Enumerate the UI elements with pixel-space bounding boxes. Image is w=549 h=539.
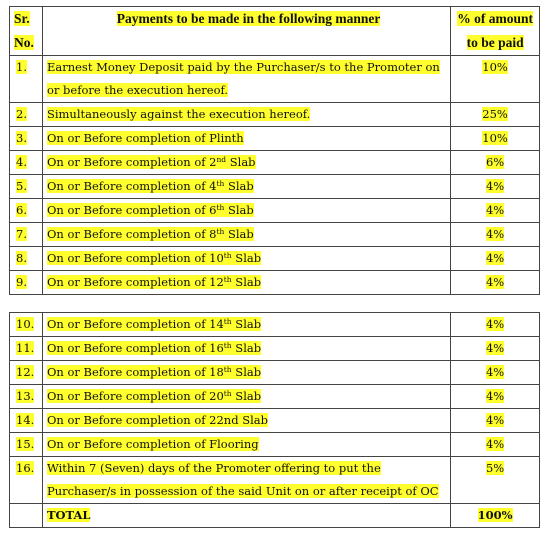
sr-cell: [10, 247, 43, 270]
percent-value: 10%: [482, 131, 508, 145]
total-label: TOTAL: [46, 508, 91, 522]
percent-header: [451, 7, 540, 55]
total-row: [9, 504, 540, 528]
description-text: [47, 251, 261, 265]
sr-number: 12.: [16, 365, 35, 379]
sr-number: 2.: [16, 107, 27, 121]
sr-number: 15.: [16, 437, 35, 451]
description-tail: Slab: [231, 275, 262, 289]
pct-header-line1: % of amount: [457, 11, 533, 26]
percent-value: 4%: [485, 227, 505, 241]
description-text: On or Before completion of Flooring: [46, 437, 259, 451]
description-cell: [43, 56, 451, 102]
description-cell: [43, 361, 451, 384]
percent-value: 6%: [485, 155, 505, 169]
sr-cell: [10, 151, 43, 174]
total-label-cell: [43, 504, 451, 527]
sr-cell: [10, 127, 43, 150]
description-main: On or Before completion of 8: [46, 227, 217, 241]
sr-number: 13.: [16, 389, 35, 403]
ordinal-suffix: th: [223, 365, 232, 374]
description-cell: [43, 223, 451, 246]
sr-cell: [10, 56, 43, 102]
sr-cell: [10, 457, 43, 503]
percent-cell: [451, 175, 540, 198]
table-row: [9, 457, 540, 504]
description-tail: Slab: [224, 179, 254, 193]
description-main: On or Before completion of 10: [46, 251, 224, 265]
description-text: [47, 275, 261, 289]
description-main: On or Before completion of 18: [46, 365, 224, 379]
sr-cell: [10, 361, 43, 384]
percent-cell: [451, 409, 540, 432]
description-tail: Slab: [226, 155, 256, 169]
description-line1: Within 7 (Seven) days of the Promoter offering to put the: [46, 461, 381, 475]
sr-number: 4.: [16, 155, 27, 169]
percent-cell: [451, 313, 540, 336]
ordinal-suffix: th: [223, 389, 232, 398]
percent-cell: [451, 151, 540, 174]
description-tail: Slab: [224, 227, 254, 241]
percent-value: 4%: [485, 275, 505, 289]
description-cell: [43, 103, 451, 126]
sr-number: 10.: [16, 317, 35, 331]
percent-value: 4%: [485, 389, 505, 403]
sr-number: 11.: [16, 341, 35, 355]
description-main: On or Before completion of 16: [46, 341, 224, 355]
percent-cell: [451, 223, 540, 246]
sr-cell: [10, 433, 43, 456]
ordinal-suffix: th: [223, 341, 232, 350]
description-text: [47, 203, 254, 217]
table-row: [9, 433, 540, 457]
description-main: On or Before completion of 6: [46, 203, 217, 217]
sr-cell: [10, 103, 43, 126]
description-text: [47, 365, 261, 379]
percent-cell: [451, 457, 540, 503]
description-main: On or Before completion of 20: [46, 389, 224, 403]
description-tail: Slab: [231, 389, 262, 403]
percent-value: 10%: [482, 60, 508, 74]
description-cell: [43, 151, 451, 174]
description-main: On or Before completion of 14: [46, 317, 224, 331]
description-cell: [43, 457, 451, 503]
sr-cell: [10, 337, 43, 360]
description-text: [47, 317, 261, 331]
description-tail: Slab: [224, 203, 254, 217]
ordinal-suffix: th: [223, 317, 232, 326]
description-cell: [43, 175, 451, 198]
sr-cell: [10, 409, 43, 432]
percent-cell: [451, 56, 540, 102]
percent-value: 4%: [485, 203, 505, 217]
description-main: On or Before completion of 4: [46, 179, 217, 193]
sr-number: 1.: [16, 60, 27, 74]
sr-header-line2: No.: [14, 35, 34, 50]
description-tail: Slab: [231, 365, 262, 379]
payments-header: [43, 7, 451, 55]
sr-number: 8.: [16, 251, 27, 265]
ordinal-suffix: th: [216, 227, 225, 236]
description-line2: Purchaser/s in possession of the said Unit on or after receipt of OC: [46, 484, 439, 498]
description-text: [47, 179, 254, 193]
sr-cell: [10, 175, 43, 198]
description-cell: [43, 271, 451, 294]
table-row: [9, 409, 540, 433]
description-main: On or Before completion of 2: [46, 155, 217, 169]
percent-cell: [451, 271, 540, 294]
percent-cell: [451, 385, 540, 408]
payment-schedule-table-part2: [9, 312, 540, 528]
table-row: [9, 247, 540, 271]
ordinal-suffix: th: [216, 203, 225, 212]
sr-cell: [10, 199, 43, 222]
percent-value: 4%: [485, 413, 505, 427]
percent-value: 4%: [485, 317, 505, 331]
percent-value: 4%: [485, 251, 505, 265]
description-cell: [43, 433, 451, 456]
table-row: [9, 337, 540, 361]
sr-number: 9.: [16, 275, 27, 289]
sr-header-line1: Sr.: [14, 11, 30, 26]
description-cell: [43, 127, 451, 150]
description-tail: Slab: [231, 341, 262, 355]
percent-value: 4%: [485, 179, 505, 193]
description-line1: Earnest Money Deposit paid by the Purchaser/s to the Promoter on: [46, 60, 440, 74]
description-cell: [43, 385, 451, 408]
total-percent: 100%: [477, 508, 513, 522]
sr-number: 6.: [16, 203, 27, 217]
sr-number: 5.: [16, 179, 27, 193]
description-line2: or before the execution hereof.: [46, 83, 228, 97]
percent-cell: [451, 337, 540, 360]
percent-cell: [451, 103, 540, 126]
description-cell: [43, 313, 451, 336]
percent-value: 4%: [485, 437, 505, 451]
table-row: [9, 127, 540, 151]
description-text: [47, 341, 261, 355]
description-text: [47, 155, 256, 169]
percent-cell: [451, 247, 540, 270]
table-row: [9, 223, 540, 247]
table-row: [9, 313, 540, 337]
description-main: On or Before completion of 12: [46, 275, 224, 289]
description-text: Simultaneously against the execution hereof.: [46, 107, 311, 121]
description-cell: [43, 409, 451, 432]
pct-header-line2: to be paid: [466, 35, 524, 50]
table-row: [9, 151, 540, 175]
payments-header-title: Payments to be made in the following manner: [116, 11, 381, 26]
ordinal-suffix: th: [216, 179, 225, 188]
description-tail: Slab: [231, 251, 262, 265]
sr-cell: [10, 313, 43, 336]
sr-number: 3.: [16, 131, 27, 145]
table-row: [9, 385, 540, 409]
description-text: [47, 227, 254, 241]
percent-value: 5%: [485, 461, 505, 475]
table-row: [9, 56, 540, 103]
percent-cell: [451, 127, 540, 150]
table-row: [9, 271, 540, 295]
percent-value: 25%: [482, 107, 508, 121]
ordinal-suffix: nd: [216, 155, 227, 164]
table-row: [9, 103, 540, 127]
table-row: [9, 361, 540, 385]
description-text: On or Before completion of 22nd Slab: [46, 413, 268, 427]
total-percent-cell: [451, 504, 540, 527]
ordinal-suffix: th: [223, 275, 232, 284]
description-text: [47, 389, 261, 403]
sr-cell: [10, 385, 43, 408]
percent-cell: [451, 199, 540, 222]
ordinal-suffix: th: [223, 251, 232, 260]
sr-number: 7.: [16, 227, 27, 241]
percent-cell: [451, 361, 540, 384]
sr-no-header: [10, 7, 43, 55]
payment-schedule-table-part1: [9, 6, 540, 295]
description-text: On or Before completion of Plinth: [46, 131, 244, 145]
sr-cell: [10, 223, 43, 246]
table-row: [9, 199, 540, 223]
description-cell: [43, 247, 451, 270]
percent-value: 4%: [485, 341, 505, 355]
sr-cell-empty: [10, 504, 43, 527]
sr-number: 16.: [16, 461, 35, 475]
percent-value: 4%: [485, 365, 505, 379]
description-cell: [43, 199, 451, 222]
table-row: [9, 175, 540, 199]
sr-number: 14.: [16, 413, 35, 427]
sr-cell: [10, 271, 43, 294]
table-header-row: [9, 7, 540, 56]
description-tail: Slab: [231, 317, 262, 331]
description-cell: [43, 337, 451, 360]
percent-cell: [451, 433, 540, 456]
